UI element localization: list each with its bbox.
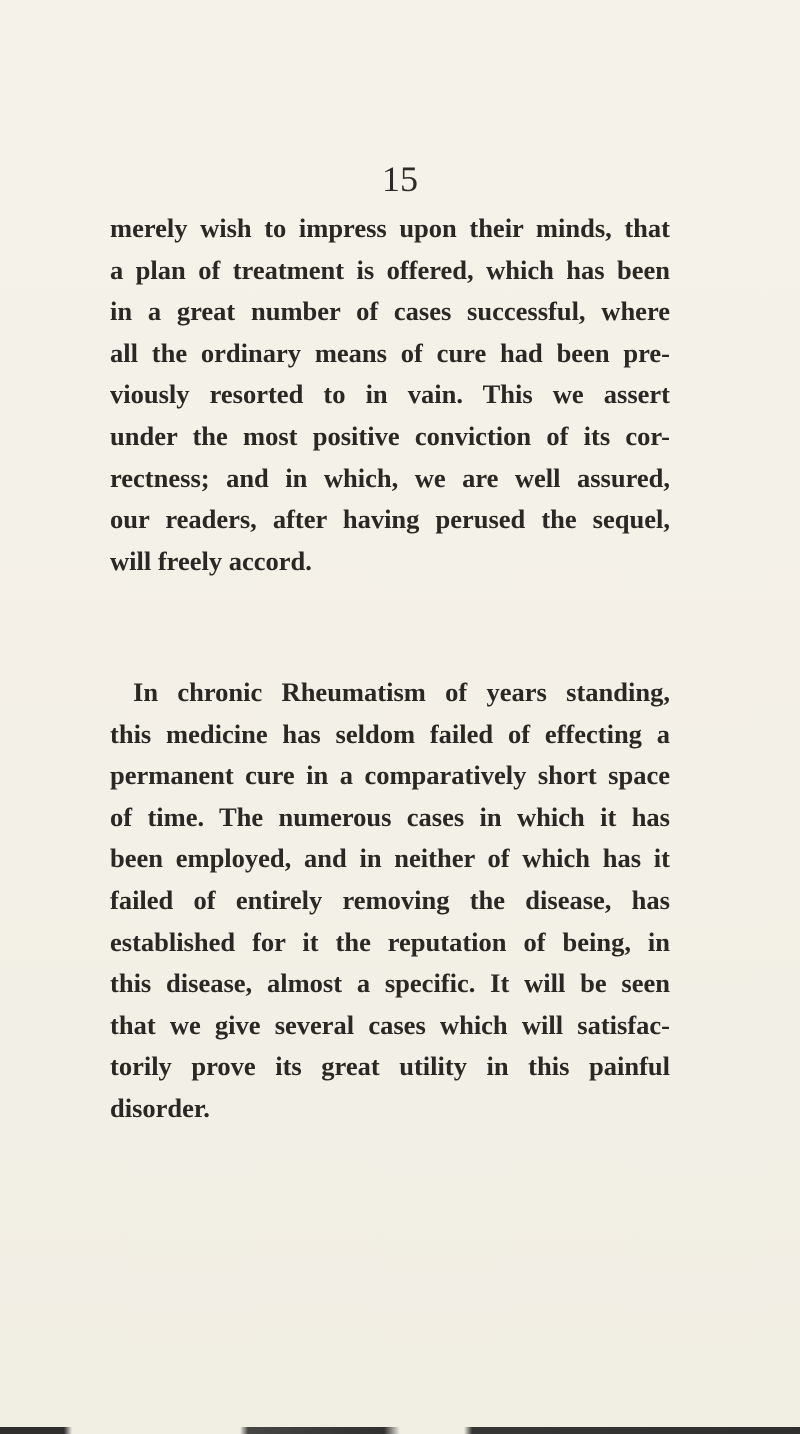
text-line: disorder.: [110, 1092, 210, 1123]
page-number: 15: [382, 159, 418, 199]
text-line: been employed, and in neither of which has it: [110, 843, 670, 874]
text-line: of time. The numerous cases in which it has: [110, 801, 670, 832]
text-line: this disease, almost a specific. It will be seen: [110, 968, 670, 999]
text-line: merely wish to impress upon their minds, that: [110, 213, 670, 243]
text-line: failed of entirely removing the disease, has: [110, 884, 670, 915]
text-line: in a great number of cases successful, where: [110, 296, 670, 327]
text-line: all the ordinary means of cure had been pre-: [110, 337, 670, 368]
text-line: permanent cure in a comparatively short space: [110, 760, 670, 791]
text-line: that we give several cases which will satisfac-: [110, 1009, 670, 1040]
text-line: will freely accord.: [110, 545, 312, 576]
paragraph-2: [110, 672, 670, 1130]
text-line: rectness; and in which, we are well assured,: [110, 462, 670, 493]
text-line: under the most positive conviction of its cor-: [110, 420, 670, 451]
text-line: viously resorted to in vain. This we assert: [110, 379, 670, 410]
text-line: our readers, after having perused the sequel,: [110, 504, 670, 535]
text-line: torily prove its great utility in this painful: [110, 1051, 670, 1082]
text-line: In chronic Rheumatism of years standing,: [133, 677, 670, 707]
paragraph-1: [110, 208, 670, 582]
text-line: this medicine has seldom failed of effecting a: [110, 718, 670, 749]
text-line: established for it the reputation of being, in: [110, 926, 670, 957]
text-line: a plan of treatment is offered, which has been: [110, 254, 670, 285]
page-bottom-edge: [0, 1427, 800, 1434]
